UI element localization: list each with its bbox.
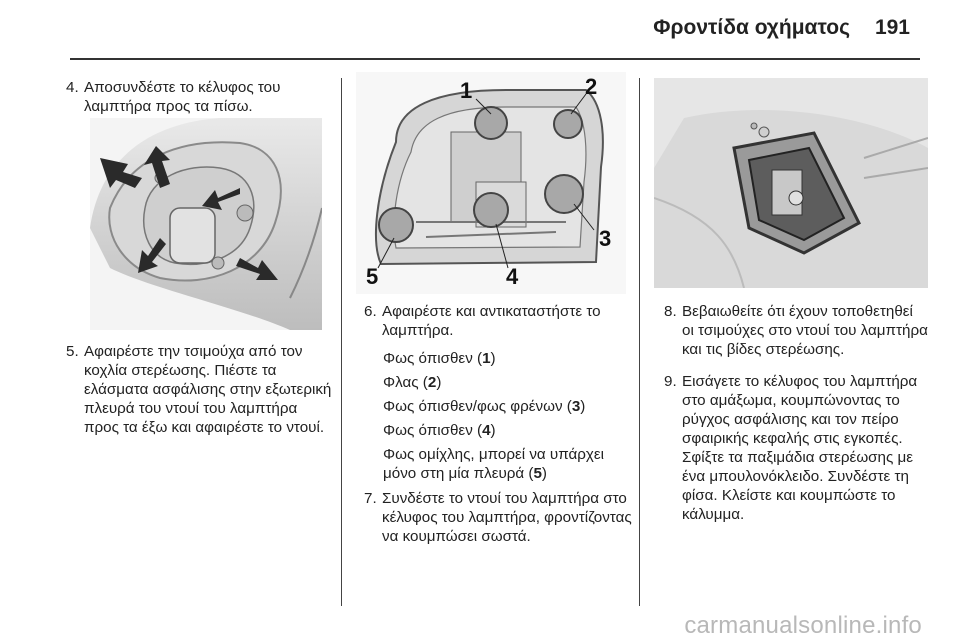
step-text: Αφαιρέστε και αντικαταστήστε το λαμπτήρα.: [382, 303, 601, 339]
figure-bulb-holder: [356, 72, 626, 294]
bulb-line-2: Φλας (2): [383, 374, 442, 391]
bulb-line-fog: Φως ομίχλης, μπορεί να υπάρχει: [383, 446, 605, 463]
step-6: [364, 302, 626, 340]
light-mounting-illustration: [654, 78, 928, 288]
bulb-ref: 2: [427, 374, 437, 391]
column-divider-2: [639, 78, 640, 606]
callout-label-4: 4: [506, 264, 519, 289]
page-number: 191: [874, 16, 910, 39]
step-number: 9.: [664, 373, 677, 390]
figure-tail-light-housing: [90, 118, 322, 330]
step-text: Εισάγετε το κέλυφος του λαμπτήρα στο αμάξωμα, κουμπώνοντας το ρύγχος ασφάλισης και τον πείρο σφαιρικής κεφαλής στις εγκοπές. Σφίξτε τα παξιμάδια στερέωσης με ένα μπουλονόκλειδο. Συνδέστε τη φίσα. Κλείστε και κουμπώστε το κάλυμμα.: [682, 373, 918, 523]
step-text: Βεβαιωθείτε ότι έχουν τοποθετηθεί οι τσιμούχες στο ντουί του λαμπτήρα και τις βίδες στερέωσης.: [682, 303, 928, 358]
column-divider-1: [341, 78, 342, 606]
tail-light-housing-illustration: [90, 118, 322, 330]
bulb-ref: 3: [571, 398, 581, 415]
watermark: carmanualsonline.info: [684, 612, 922, 639]
step-9: [664, 372, 928, 524]
step-text: Συνδέστε το ντουί του λαμπτήρα στο κέλυφος του λαμπτήρα, φροντίζοντας να κουμπώσει σωστά.: [382, 490, 632, 545]
callout-label-1: 1: [460, 78, 473, 103]
step-number: 6.: [364, 303, 377, 320]
bulb-ref: 4: [482, 422, 491, 439]
step-8: [664, 302, 928, 359]
bulb-line-1: Φως όπισθεν (1): [383, 350, 496, 367]
page-title: Φροντίδα οχήματος: [653, 16, 850, 39]
step-7: [364, 489, 632, 546]
callout-label-5: 5: [366, 264, 379, 289]
bulb-line-4: Φως όπισθεν (4): [383, 422, 496, 439]
bulb-line-fog-2: μόνο στη μία πλευρά (5): [383, 465, 547, 482]
page-header: [0, 0, 960, 62]
callout-label-3: 3: [599, 226, 612, 251]
step-number: 4.: [66, 79, 79, 96]
step-number: 7.: [364, 490, 377, 507]
bulb-line-3: Φως όπισθεν/φως φρένων (3): [383, 398, 586, 415]
step-4: [66, 78, 328, 116]
bulb-ref: 5: [533, 465, 542, 482]
callout-label-2: 2: [585, 74, 598, 99]
step-text: Αποσυνδέστε το κέλυφος του λαμπτήρα προς τα πίσω.: [84, 79, 281, 115]
bulb-ref: 1: [482, 350, 491, 367]
step-number: 8.: [664, 303, 677, 320]
bulb-holder-illustration: [356, 72, 626, 294]
step-text: Αφαιρέστε την τσιμούχα από τον κοχλία στερέωσης. Πιέστε τα ελάσματα ασφάλισης στην εξωτερική πλευρά του ντουί του λαμπτήρα προς τα έξω και αφαιρέστε το ντουί.: [84, 343, 332, 436]
step-5: [66, 342, 334, 437]
figure-light-mounting: [654, 78, 928, 288]
header-rule: [70, 58, 920, 60]
step-number: 5.: [66, 343, 79, 360]
